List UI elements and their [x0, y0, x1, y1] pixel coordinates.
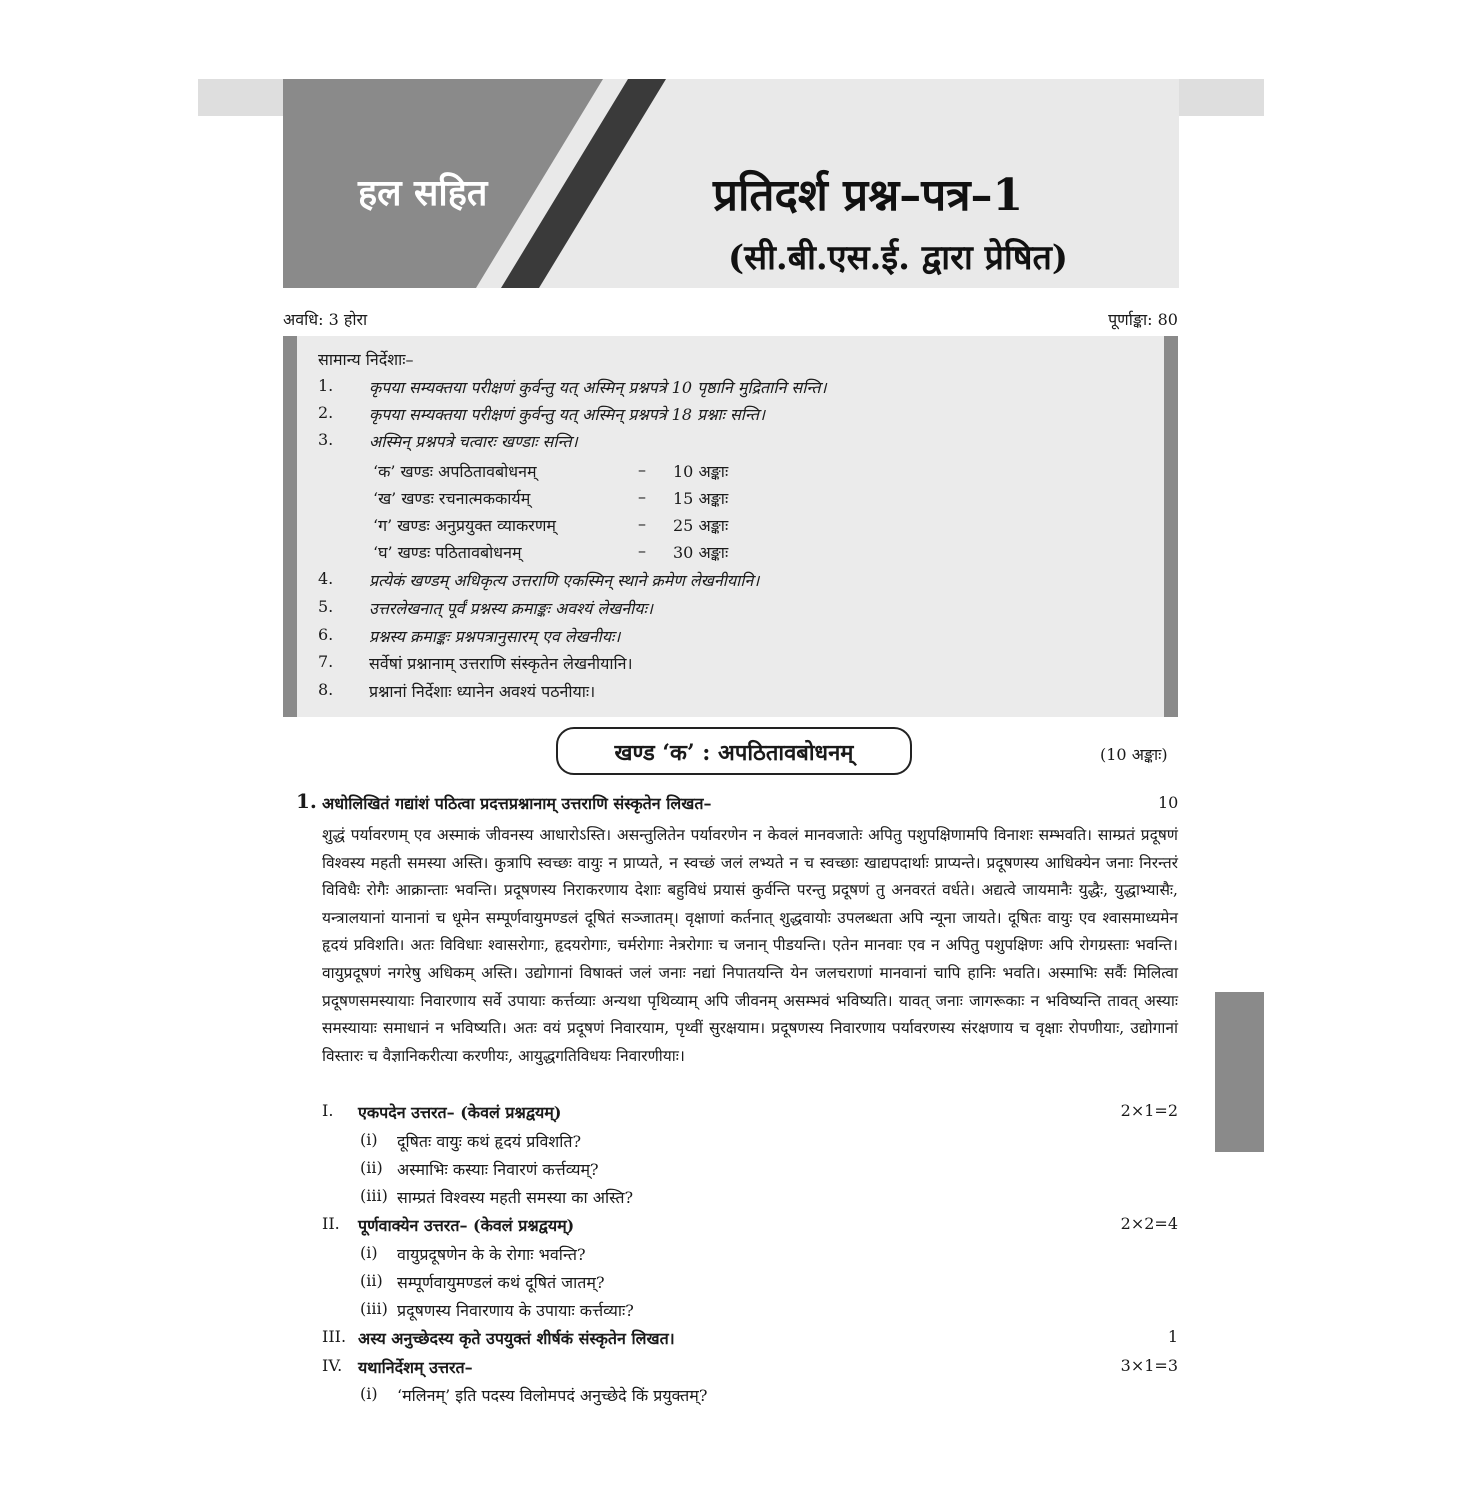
item-text: सम्पूर्णवायुमण्डलं कथं दूषितं जातम्?	[397, 1273, 605, 1292]
item-text: साम्प्रतं विश्वस्य महती समस्या का अस्ति?	[397, 1188, 634, 1207]
section-allocation-dash: –	[638, 541, 646, 560]
instruction-item	[283, 430, 1178, 452]
subquestion-text: एकपदेन उत्तरत– (केवलं प्रश्नद्वयम्)	[358, 1103, 562, 1122]
header-tag: हल सहित	[358, 172, 488, 214]
instruction-text: प्रश्नानां निर्देशाः ध्यानेन अवश्यं पठनीयाः।	[369, 682, 596, 701]
item-number: (i)	[360, 1384, 378, 1403]
item-number: (iii)	[360, 1186, 388, 1205]
instruction-number: 3.	[318, 430, 334, 449]
item-number: (ii)	[360, 1271, 383, 1290]
page-title: प्रतिदर्श प्रश्न–पत्र–1	[713, 170, 1024, 221]
section-allocation-dash: –	[638, 460, 646, 479]
subquestion-number: III.	[322, 1327, 347, 1346]
instruction-item	[283, 403, 1178, 425]
instruction-text: उत्तरलेखनात् पूर्वं प्रश्नस्य क्रमाङ्कः अवश्यं लेखनीयः।	[369, 599, 653, 618]
subquestion-number: IV.	[322, 1356, 343, 1375]
instruction-item	[283, 625, 1178, 647]
instruction-text: प्रश्नस्य क्रमाङ्कः प्रश्नपत्रानुसारम् एव लेखनीयः।	[369, 627, 621, 646]
instruction-number: 2.	[318, 403, 334, 422]
duration-label: अवधि: 3 होरा	[283, 310, 368, 329]
instruction-number: 1.	[318, 376, 334, 395]
item-number: (ii)	[360, 1158, 383, 1177]
item-text: दूषितः वायुः कथं हृदयं प्रविशति?	[397, 1132, 582, 1151]
side-thumb-tab	[1215, 992, 1264, 1152]
subquestion-marks: 1	[1167, 1327, 1178, 1346]
subquestion-marks: 2×1=2	[1120, 1101, 1178, 1120]
item-number: (iii)	[360, 1299, 388, 1318]
section-allocation-name: ‘ग’ खण्डः अनुप्रयुक्त व्याकरणम्	[373, 516, 556, 535]
item-text: प्रदूषणस्य निवारणाय के उपायाः कर्त्तव्याः?	[397, 1301, 634, 1320]
subquestion-text: अस्य अनुच्छेदस्य कृते उपयुक्तं शीर्षकं संस्कृतेन लिखत।	[358, 1329, 675, 1348]
item-number: (i)	[360, 1130, 378, 1149]
instruction-number: 5.	[318, 597, 334, 616]
section-allocation-dash: –	[638, 514, 646, 533]
instructions-box	[283, 336, 1178, 717]
instruction-item	[283, 376, 1178, 398]
subquestion-text: पूर्णवाक्येन उत्तरत– (केवलं प्रश्नद्वयम्)	[358, 1216, 575, 1235]
subquestion-number: II.	[322, 1214, 340, 1233]
subquestion-text: यथानिर्देशम् उत्तरत–	[358, 1358, 473, 1377]
item-number: (i)	[360, 1243, 378, 1262]
instruction-item	[283, 569, 1178, 591]
page-subtitle: (सी.बी.एस.ई. द्वारा प्रेषित)	[728, 238, 1068, 278]
reading-passage	[322, 822, 1178, 1070]
header-banner	[283, 79, 1179, 288]
section-allocation-name: ‘क’ खण्डः अपठितावबोधनम्	[373, 462, 537, 481]
subquestion-marks: 3×1=3	[1120, 1356, 1178, 1375]
item-text: ‘मलिनम्’ इति पदस्य विलोमपदं अनुच्छेदे किं प्रयुक्तम्?	[397, 1386, 708, 1405]
instructions-heading: सामान्य निर्देशाः–	[318, 350, 414, 369]
instruction-item	[283, 680, 1178, 702]
section-allocation-name: ‘घ’ खण्डः पठितावबोधनम्	[373, 543, 522, 562]
instruction-text: कृपया सम्यक्तया परीक्षणं कुर्वन्तु यत् अस्मिन् प्रश्नपत्रे 10 पृष्ठानि मुद्रितानि सन्ति।	[369, 378, 827, 397]
item-text: अस्माभिः कस्याः निवारणं कर्त्तव्यम्?	[397, 1160, 599, 1179]
section-allocation-marks: 15 अङ्काः	[673, 489, 729, 508]
section-heading: खण्ड ‘क’ : अपठितावबोधनम्	[614, 740, 854, 766]
instruction-text: प्रत्येकं खण्डम् अधिकृत्य उत्तराणि एकस्मिन् स्थाने क्रमेण लेखनीयानि।	[369, 571, 760, 590]
item-text: वायुप्रदूषणेन के के रोगाः भवन्ति?	[397, 1245, 586, 1264]
instruction-item	[283, 597, 1178, 619]
instruction-text: कृपया सम्यक्तया परीक्षणं कुर्वन्तु यत् अस्मिन् प्रश्नपत्रे 18 प्रश्नाः सन्ति।	[369, 405, 766, 424]
instruction-text: सर्वेषां प्रश्नानाम् उत्तराणि संस्कृतेन लेखनीयानि।	[369, 654, 633, 673]
section-allocation-marks: 10 अङ्काः	[673, 462, 729, 481]
section-allocation-row	[283, 514, 1178, 536]
instruction-text: अस्मिन् प्रश्नपत्रे चत्वारः खण्डाः सन्ति।	[369, 432, 578, 451]
subquestion-number: I.	[322, 1101, 334, 1120]
full-marks-label: पूर्णाङ्का: 80	[1108, 310, 1178, 329]
section-allocation-dash: –	[638, 487, 646, 506]
passage-text: शुद्धं पर्यावरणम् एव अस्माकं जीवनस्य आधारोऽस्ति। असन्तुलितेन पर्यावरणेन न केवलं मानवजातेः अपितु पशुपक्षिणामपि विनाशः सम्भवति। साम्प्रतं प्रदूषणं विश्वस्य महती समस्या अस्ति। कुत्रापि स्वच्छः वायुः न प्राप्यते, न स्वच्छं जलं लभ्यते न च स्वच्छाः खाद्यपदार्थाः प्राप्यन्ते। प्रदूषणस्य आधिक्येन जनाः निरन्तरं विविधैः रोगैः आक्रान्ताः भवन्ति। प्रदूषणस्य निराकरणाय देशाः बहुविधं प्रयासं कुर्वन्ति परन्तु प्रदूषणं तु अनवरतं वर्धते। अद्यत्वे जायमानैः युद्धैः, युद्धाभ्यासैः, यन्त्रालयानां यानानां च धूमेन सम्पूर्णवायुमण्डलं दूषितं सञ्जातम्। वृक्षाणां कर्तनात् शुद्धवायोः उपलब्धता अपि न्यूना जायते। दूषितः वायुः एव श्वासमाध्यमेन हृदयं प्रविशति। अतः विविधाः श्वासरोगाः, हृदयरोगाः, चर्मरोगाः नेत्ररोगाः च जनान् पीडयन्ति। एतेन मानवाः एव न अपितु पशुपक्षिणः अपि रोगग्रस्ताः भवन्ति। वायुप्रदूषणं नगरेषु अधिकम् अस्ति। उद्योगानां विषाक्तं जलं जनाः नद्यां निपातयन्ति येन जलचराणां मानवानां चापि हानिः भवति। अस्माभिः सर्वैः मिलित्वा प्रदूषणसमस्यायाः निवारणाय सर्वे उपायाः कर्त्तव्याः अन्यथा पृथिव्याम् अपि जीवनम् असम्भवं भविष्यति। यावत् जनाः जागरूकाः न भविष्यन्ति तावत् अस्याः समस्यायाः समाधानं न भविष्यति। अतः वयं प्रदूषणं निवारयाम, पृथ्वीं सुरक्षयाम। प्रदूषणस्य निवारणाय पर्यावरणस्य संरक्षणाय च वृक्षाः रोपणीयाः, उद्योगानां विस्तारः च वैज्ञानिकरीत्या करणीयः, आयुद्धगतिविधयः निवारणीयाः।	[322, 826, 1178, 1065]
instruction-item	[283, 652, 1178, 674]
section-allocation-name: ‘ख’ खण्डः रचनात्मककार्यम्	[373, 489, 531, 508]
instruction-number: 4.	[318, 569, 334, 588]
section-marks: (10 अङ्काः)	[1100, 745, 1168, 764]
section-allocation-row	[283, 541, 1178, 563]
section-allocation-row	[283, 487, 1178, 509]
section-allocation-marks: 30 अङ्काः	[673, 543, 729, 562]
section-allocation-row	[283, 460, 1178, 482]
section-allocation-marks: 25 अङ्काः	[673, 516, 729, 535]
instruction-number: 7.	[318, 652, 334, 671]
question-marks: 10	[1158, 793, 1179, 812]
instruction-number: 8.	[318, 680, 334, 699]
subquestion-marks: 2×2=4	[1120, 1214, 1178, 1233]
question-prompt: अधोलिखितं गद्यांशं पठित्वा प्रदत्तप्रश्नानाम् उत्तराणि संस्कृतेन लिखत–	[322, 794, 712, 813]
instruction-number: 6.	[318, 625, 334, 644]
question-number: 1.	[296, 789, 317, 813]
